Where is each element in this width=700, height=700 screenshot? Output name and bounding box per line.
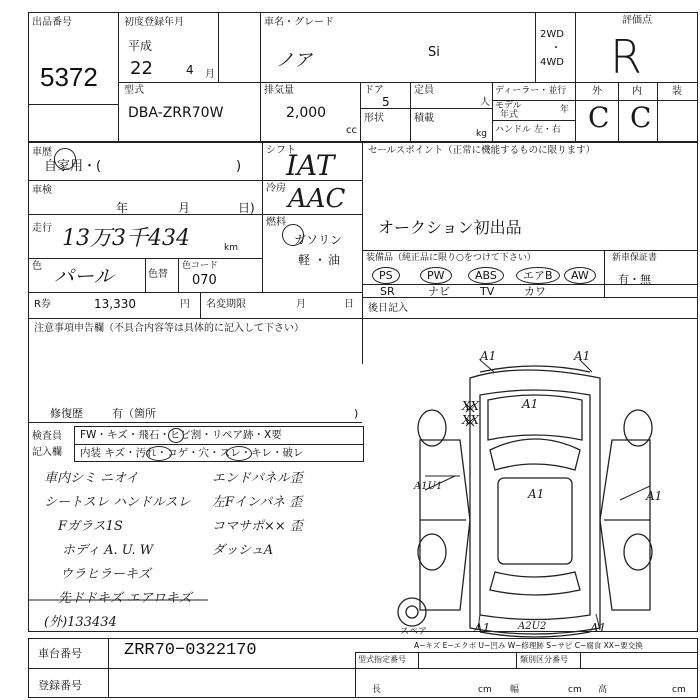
inspector-label-1: 検査員 — [32, 431, 62, 442]
handwritten-note: ダッシュA — [212, 543, 274, 558]
inspection-label: 車検 — [32, 185, 52, 196]
recycle-unit: 円 — [180, 299, 190, 310]
era: 平成 — [128, 39, 153, 53]
color-sub-label: 色替 — [148, 269, 168, 280]
inspector-interior-row: 内装 キズ・汚れ・コゲ・穴・スレ・キレ・破レ — [80, 447, 304, 459]
equipment-item: ナビ — [428, 285, 450, 298]
damage-mark: A1U1 — [414, 481, 443, 492]
doors-label: ドア — [364, 85, 384, 96]
interior-label: 内 — [632, 86, 642, 97]
repair-close: ) — [354, 407, 359, 420]
handwritten-note: ウラヒラーキズ — [60, 567, 151, 582]
wheel-rl — [418, 534, 446, 570]
drive-2wd: 2WD — [540, 29, 564, 40]
equipment-item: カワ — [524, 285, 546, 298]
damage-mark: A2U2 — [518, 621, 547, 632]
drive-4wd: 4WD — [540, 57, 564, 68]
damage-mark: A1 — [646, 489, 663, 503]
damage-mark: XX — [462, 413, 480, 427]
spare-label: スペア — [400, 627, 428, 637]
model-code: DBA-ZRR70W — [128, 105, 224, 121]
registration-label: 初度登録年月 — [124, 17, 184, 28]
fuel-gas: ガソリン — [294, 233, 343, 247]
equipment-item: TV — [480, 285, 495, 298]
shift-value: IAT — [286, 149, 335, 182]
inspection-month: 月 — [178, 201, 191, 215]
handwritten-note: ホディ A. U. W — [62, 543, 154, 558]
use-value: 自家用・( — [44, 159, 102, 174]
interior-score: C — [630, 101, 652, 134]
equipment-item: ABS — [468, 267, 504, 284]
fuel-light: 軽 — [298, 253, 311, 267]
damage-mark: A1 — [474, 621, 491, 635]
right-side — [600, 440, 650, 610]
grade-label: 装 — [672, 86, 682, 97]
mileage-unit: km — [224, 243, 238, 253]
equipment-item: AW — [564, 267, 596, 284]
drive-dot: ・ — [551, 43, 561, 54]
warranty-value: 有・無 — [618, 273, 651, 286]
rear-label: 後日記入 — [368, 303, 408, 314]
sales-point: オークション初出品 — [378, 218, 522, 237]
month-unit: 月 — [205, 69, 215, 80]
windshield — [490, 439, 580, 470]
score-label: 評価点 — [622, 15, 652, 26]
equipment-item: エアB — [516, 267, 560, 284]
repair-value: 有（箇所 — [112, 407, 156, 420]
category-label: 類別区分番号 — [520, 655, 568, 664]
recycle-label: R券 — [34, 299, 51, 310]
damage-mark: A1 — [480, 349, 497, 363]
handwritten-note: エンドパネル歪 — [212, 471, 303, 486]
recycle-value: 13,330 — [94, 297, 136, 311]
capacity-unit: 人 — [480, 97, 490, 108]
displacement-unit: cc — [346, 125, 357, 136]
model-year-unit: 年 — [560, 105, 570, 115]
load-unit: kg — [476, 129, 487, 139]
capacity-label: 定員 — [414, 85, 434, 96]
handwritten-note: コマサポ×× 歪 — [212, 519, 303, 534]
notes-label: 注意事項申告欄（不具合内容等は具体的に記入して下さい） — [34, 323, 304, 334]
height-unit: cm — [672, 685, 686, 695]
length-label: 長 — [372, 685, 382, 695]
inspection-year: 年 — [116, 201, 129, 215]
exterior-label: 外 — [592, 86, 602, 97]
damage-mark: A1 — [528, 487, 545, 501]
inspection-day: 日) — [238, 201, 255, 215]
height-label: 高 — [598, 685, 608, 695]
handwritten-note: (外)133434 — [44, 615, 117, 630]
rear-window — [490, 572, 580, 595]
warranty-label: 新車保証書 — [612, 253, 658, 263]
model-label: 型式 — [124, 85, 144, 96]
damage-mark: A1 — [574, 349, 591, 363]
displacement: 2,000 — [286, 105, 327, 121]
month: 4 — [186, 63, 194, 77]
sales-point-label: セールスポイント（正常に機能するものに限ります） — [368, 145, 596, 156]
equipment-item: PS — [372, 267, 400, 284]
model-year-label-1: モデル — [495, 101, 522, 111]
handwritten-note: 左Fインパネ 歪 — [212, 495, 303, 510]
chassis-number: ZRR70−0322170 — [124, 641, 257, 660]
width-unit: cm — [568, 685, 582, 695]
handwritten-note: シートスレ ハンドルスレ — [44, 495, 191, 510]
fuel-dot: ・ — [314, 253, 327, 267]
handwritten-note: 先ドドキズ エアロキズ — [58, 591, 192, 606]
displacement-label: 排気量 — [264, 85, 294, 96]
load-label: 積載 — [414, 113, 434, 124]
damage-mark: A1 — [522, 397, 539, 411]
doors: 5 — [382, 95, 390, 109]
name-change-month: 月 — [296, 299, 306, 310]
registration-label-footer: 登録番号 — [38, 679, 82, 692]
color-code: 070 — [192, 273, 217, 288]
car-name: ノア — [276, 50, 312, 71]
ac-label: 冷房 — [266, 183, 286, 194]
damage-mark: XX — [462, 399, 480, 413]
shape-label: 形状 — [364, 113, 384, 124]
color-value: パール — [54, 264, 114, 288]
grade: Si — [428, 45, 440, 60]
inspector-exterior-row: FW・キズ・飛石・ヒビ割・リペア跡・X要 — [80, 429, 282, 441]
width-label: 幅 — [510, 685, 520, 695]
handwritten-note: Fガラス1S — [58, 519, 123, 534]
handwritten-note: 車内シミ ニオイ — [44, 471, 139, 486]
name-change-label: 名変期限 — [206, 299, 246, 310]
equipment-item: SR — [380, 285, 395, 298]
use-label: 車歴 — [32, 147, 52, 158]
handle-label: ハンドル 左・右 — [495, 125, 561, 135]
lot-number: 5372 — [40, 62, 98, 92]
color-label: 色 — [32, 261, 42, 272]
dealer-label: ディーラー・並行 — [495, 86, 567, 96]
equipment-item: PW — [420, 267, 452, 284]
damage-mark: A1 — [590, 621, 607, 635]
shift-label: シフト — [266, 145, 296, 156]
fuel-oil: 油 — [328, 253, 341, 267]
ac-value: AAC — [288, 184, 346, 214]
model-year-label-2: 年式 — [500, 110, 519, 120]
lot-label: 出品番号 — [32, 17, 72, 28]
use-close: ) — [236, 159, 242, 174]
inspector-label-2: 記入欄 — [32, 447, 62, 458]
length-unit: cm — [478, 685, 492, 695]
fuel-label: 燃料 — [266, 217, 286, 228]
wheel-rr — [624, 534, 652, 570]
exterior-score: C — [588, 101, 610, 134]
mileage-value: 13万3千434 — [62, 226, 190, 251]
designation-label: 型式指定番号 — [358, 655, 406, 664]
chassis-label: 車台番号 — [38, 647, 82, 660]
spare-tire — [398, 598, 426, 626]
equipment-label: 装備品（純正品に限り○をつけて下さい） — [366, 253, 536, 263]
color-code-label: 色コード — [182, 261, 219, 271]
score-value: R — [610, 30, 642, 84]
damage-legend: A−キズ E−エクボ U−凹み W−修理跡 S−サビ C−腐食 XX−要交換 — [414, 641, 643, 650]
left-side — [420, 440, 470, 610]
name-change-day: 日 — [344, 299, 354, 310]
repair-label: 修復歴 — [50, 407, 83, 420]
year: 22 — [130, 58, 153, 79]
car-name-label: 車名・グレード — [264, 17, 334, 28]
mileage-label: 走行 — [32, 223, 52, 234]
